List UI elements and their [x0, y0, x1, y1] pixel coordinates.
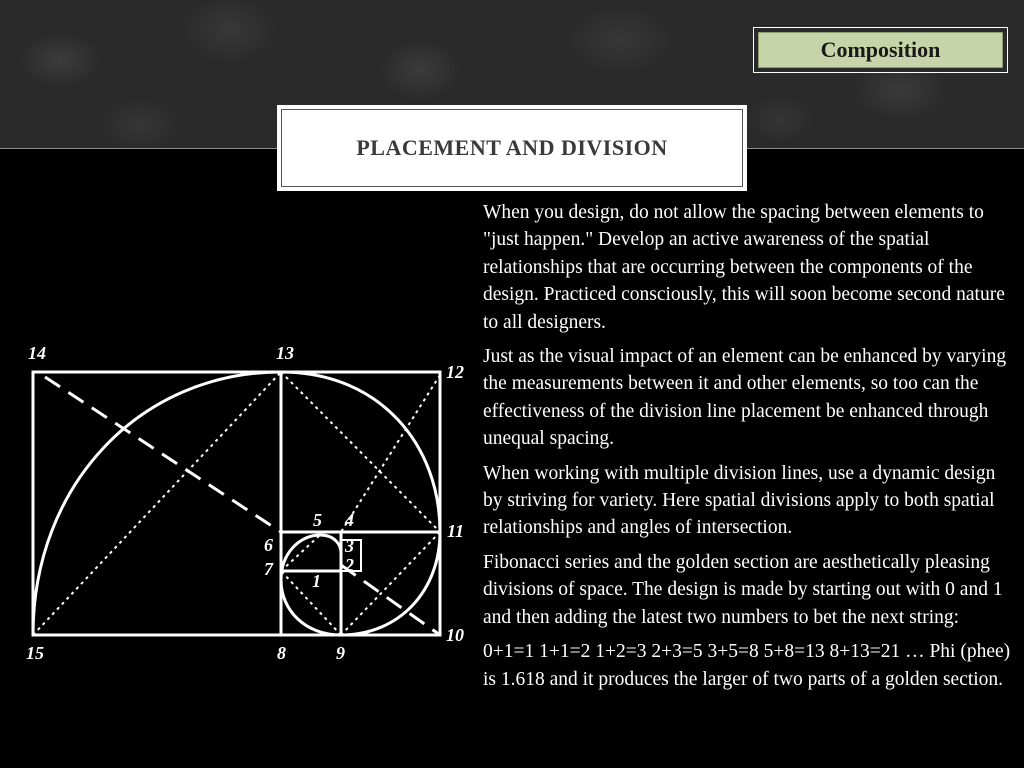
dotted-diagonal-11-9: [341, 532, 440, 635]
body-text: [483, 199, 1013, 700]
label-8: 8: [277, 643, 286, 663]
paragraph-spacing: When you design, do not allow the spacing between elements to "just happen." Develop an active awareness of the spatial relationships that are occurring between the components of the design. Practiced consciously, this will soon become second nature to all designers.: [483, 202, 1005, 333]
label-12: 12: [446, 362, 464, 382]
dotted-diagonal-9-7: [281, 571, 341, 635]
paragraph-fibonacci: Fibonacci series and the golden section are aesthetically pleasing divisions of space. The design is made by starting out with 0 and 1 and then adding the latest two numbers to bet the next string:: [483, 551, 1003, 628]
label-11: 11: [447, 521, 465, 541]
label-14: 14: [28, 343, 46, 363]
label-13: 13: [276, 343, 294, 363]
label-10: 10: [446, 625, 464, 645]
label-4: 4: [345, 510, 354, 530]
section-badge: [753, 27, 1008, 73]
label-6: 6: [264, 535, 273, 555]
paragraph-phi: 0+1=1 1+1=2 1+2=3 2+3=5 3+5=8 5+8=13 8+13=21 … Phi (phee) is 1.618 and it produces the larger of two parts of a golden section.: [483, 641, 1011, 690]
dotted-diagonal-13-11: [281, 372, 440, 532]
dotted-diagonal-15-13: [33, 372, 281, 635]
label-1: 1: [312, 571, 321, 591]
slide-title-box: [277, 105, 747, 191]
section-badge-label: Composition: [758, 32, 1003, 68]
slide-title: PLACEMENT AND DIVISION: [281, 109, 743, 187]
dotted-diagonal-12: [341, 375, 440, 532]
label-5: 5: [313, 510, 322, 530]
label-9: 9: [336, 643, 345, 663]
label-15: 15: [26, 643, 44, 663]
label-3: 3: [345, 536, 354, 556]
paragraph-division-lines: When working with multiple division lines, use a dynamic design by striving for variety. Here spatial divisions apply to both spatial relationships and angles of intersection.: [483, 462, 996, 539]
golden-section-diagram: [20, 335, 470, 665]
label-2: 2: [345, 555, 354, 575]
label-7: 7: [264, 559, 273, 579]
paragraph-visual-impact: Just as the visual impact of an element can be enhanced by varying the measurements between it and other elements, so too can the effectiveness of the division line placement be enhanced through unequal spacing.: [483, 346, 1007, 450]
